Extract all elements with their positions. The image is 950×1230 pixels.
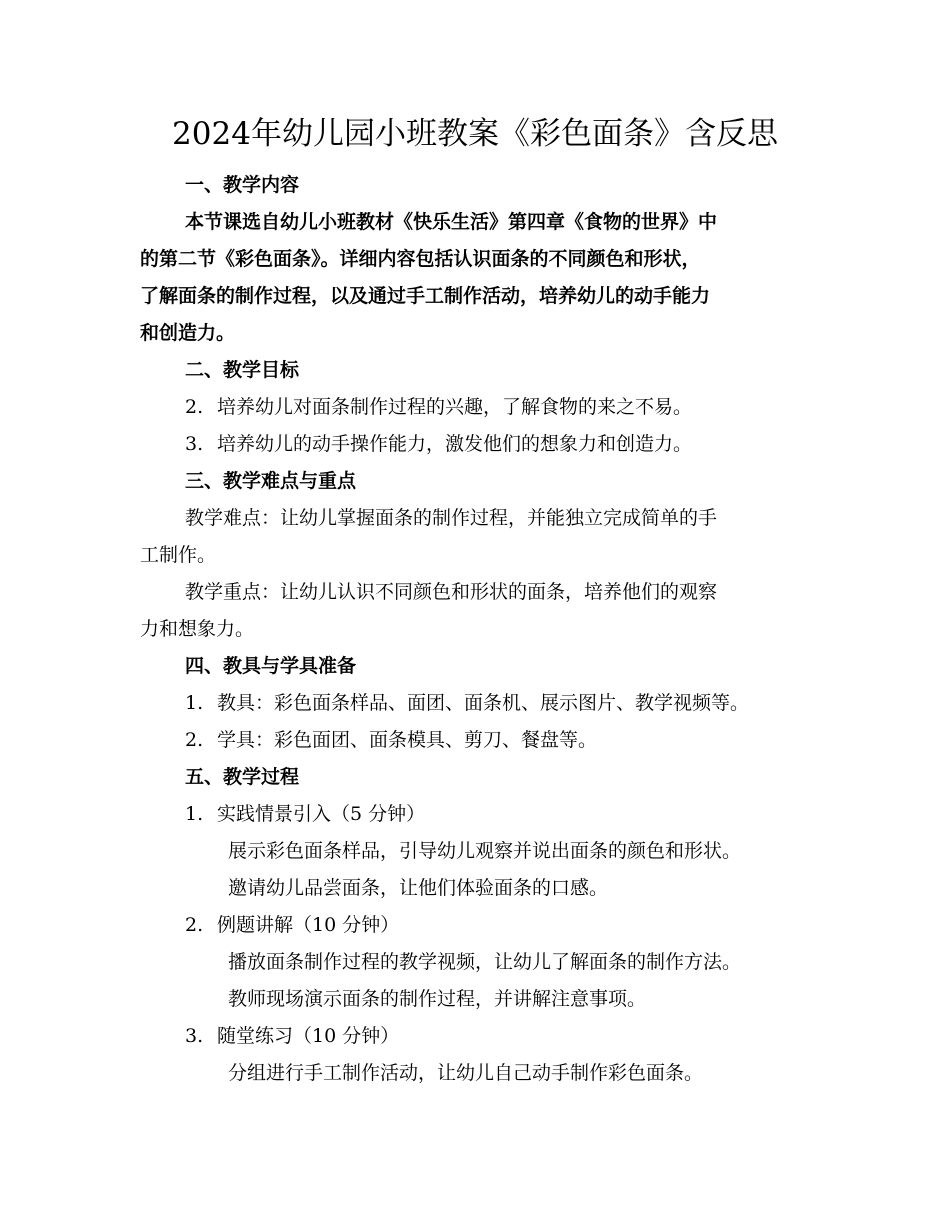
content-paragraph-line: 的第二节《彩色面条》。详细内容包括认识面条的不同颜色和形状，: [140, 248, 701, 270]
key-point-line: 教学重点：让幼儿认识不同颜色和形状的面条，培养他们的观察: [185, 581, 718, 603]
tool-item-number: 1.: [185, 692, 204, 714]
goal-item-text: 培养幼儿的动手操作能力，激发他们的想象力和创造力。: [217, 433, 693, 455]
process-step-detail: 展示彩色面条样品，引导幼儿观察并说出面条的颜色和形状。: [228, 840, 742, 862]
process-step-detail: 分组进行手工制作活动，让幼儿自己动手制作彩色面条。: [228, 1062, 704, 1084]
goal-item-number: 3.: [185, 433, 204, 455]
process-step-title: 实践情景引入（5 分钟）: [217, 803, 426, 825]
section-heading-content: 一、教学内容: [185, 174, 300, 196]
process-step-detail: 播放面条制作过程的教学视频，让幼儿了解面条的制作方法。: [228, 951, 742, 973]
difficult-point-line: 工制作。: [140, 544, 217, 566]
tool-item-number: 2.: [185, 729, 204, 751]
section-heading-goals: 二、教学目标: [185, 359, 300, 381]
process-step-detail: 邀请幼儿品尝面条，让他们体验面条的口感。: [228, 877, 609, 899]
content-paragraph-line: 了解面条的制作过程，以及通过手工制作活动，培养幼儿的动手能力: [140, 285, 711, 307]
process-step-title: 例题讲解（10 分钟）: [217, 914, 400, 936]
process-step-number: 3.: [185, 1025, 204, 1047]
tool-item-text: 教具：彩色面条样品、面团、面条机、展示图片、教学视频等。: [217, 692, 750, 714]
goal-item-text: 培养幼儿对面条制作过程的兴趣，了解食物的来之不易。: [217, 396, 693, 418]
section-heading-tools: 四、教具与学具准备: [185, 655, 357, 677]
process-step-title: 随堂练习（10 分钟）: [217, 1025, 400, 1047]
key-point-line: 力和想象力。: [140, 618, 255, 640]
content-paragraph-line: 本节课选自幼儿小班教材《快乐生活》第四章《食物的世界》中: [185, 211, 718, 233]
goal-item: [185, 429, 692, 459]
goal-item: [185, 392, 692, 422]
goal-item-number: 2.: [185, 396, 204, 418]
process-step: [185, 1021, 399, 1051]
tool-item: [185, 688, 749, 718]
process-step: [185, 910, 399, 940]
content-paragraph-line: 和创造力。: [140, 322, 236, 344]
process-step-number: 1.: [185, 803, 204, 825]
tool-item-text: 学具：彩色面团、面条模具、剪刀、餐盘等。: [217, 729, 598, 751]
difficult-point-line: 教学难点：让幼儿掌握面条的制作过程，并能独立完成简单的手: [185, 507, 718, 529]
process-step-number: 2.: [185, 914, 204, 936]
section-heading-process: 五、教学过程: [185, 766, 300, 788]
process-step-detail: 教师现场演示面条的制作过程，并讲解注意事项。: [228, 988, 647, 1010]
process-step: [185, 799, 425, 829]
tool-item: [185, 725, 597, 755]
section-heading-keypoints: 三、教学难点与重点: [185, 470, 357, 492]
page-title: 2024年幼儿园小班教案《彩色面条》含反思: [172, 116, 778, 152]
